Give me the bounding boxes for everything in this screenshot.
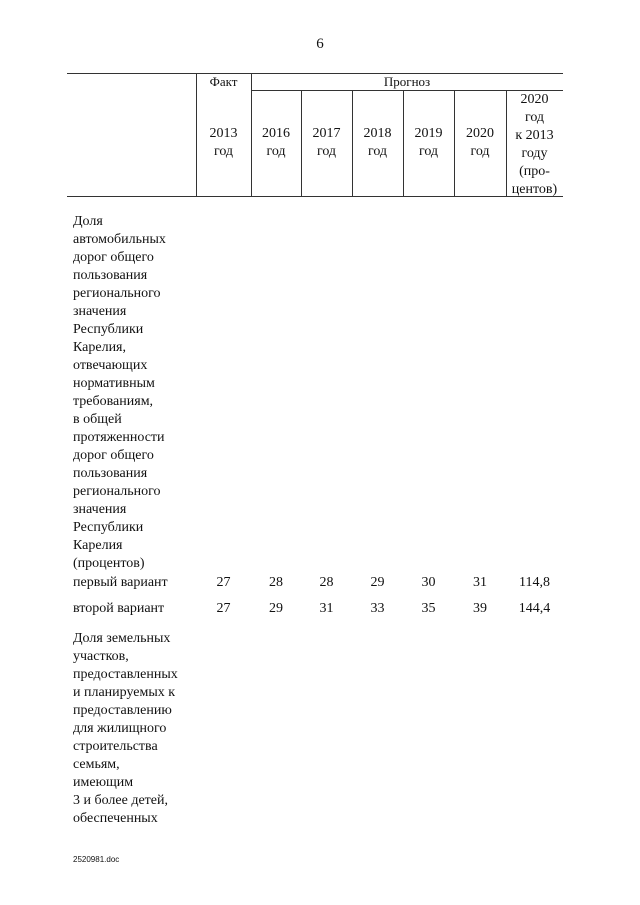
header-forecast: Прогноз <box>383 74 431 89</box>
section2-label: Доля земельных участков, предоставленных и планируемых к предоставлению для жилищного строительства семьям, имеющим 3 и более детей, обеспеченных <box>73 631 178 826</box>
row-label-variant1: первый вариант <box>73 575 168 590</box>
cell-v2-2013: 27 <box>216 601 231 616</box>
header-col-2019: 2019 год <box>414 126 443 159</box>
cell-v2-2020: 39 <box>473 601 487 616</box>
footer-filename: 2520981.doc <box>73 855 120 864</box>
cell-v1-2013: 27 <box>216 575 231 590</box>
row-label-variant2: второй вариант <box>73 601 165 616</box>
header-col-2018: 2018 год <box>363 126 392 159</box>
header-fact: Факт <box>209 74 238 89</box>
section1-label: Доля автомобильных дорог общего пользования регионального значения Республики Карелия, отвечающих нормативным требованиям, в общей протяженности дорог общего пользования регионального значения Республики Карелия (процентов) <box>73 214 166 571</box>
cell-v1-2016: 28 <box>269 575 283 590</box>
cell-v1-ratio: 114,8 <box>519 575 550 590</box>
cell-v1-2020: 31 <box>473 575 487 590</box>
header-col-2013: 2013 год <box>209 126 238 159</box>
cell-v1-2019: 30 <box>421 575 436 590</box>
header-col-2020: 2020 год <box>466 126 494 159</box>
cell-v2-ratio: 144,4 <box>518 601 551 616</box>
header-col-2017: 2017 год <box>312 126 341 159</box>
header-col-2016: 2016 год <box>262 126 290 159</box>
cell-v1-2018: 29 <box>370 575 385 590</box>
cell-v2-2018: 33 <box>370 601 385 616</box>
cell-v1-2017: 28 <box>319 575 334 590</box>
cell-v2-2019: 35 <box>421 601 436 616</box>
cell-v2-2016: 29 <box>269 601 283 616</box>
header-bottom-rule <box>67 196 563 197</box>
cell-v2-2017: 31 <box>319 601 334 616</box>
page-number: 6 <box>316 36 324 52</box>
header-col-ratio: 2020 год к 2013 году (про- центов) <box>511 92 558 197</box>
